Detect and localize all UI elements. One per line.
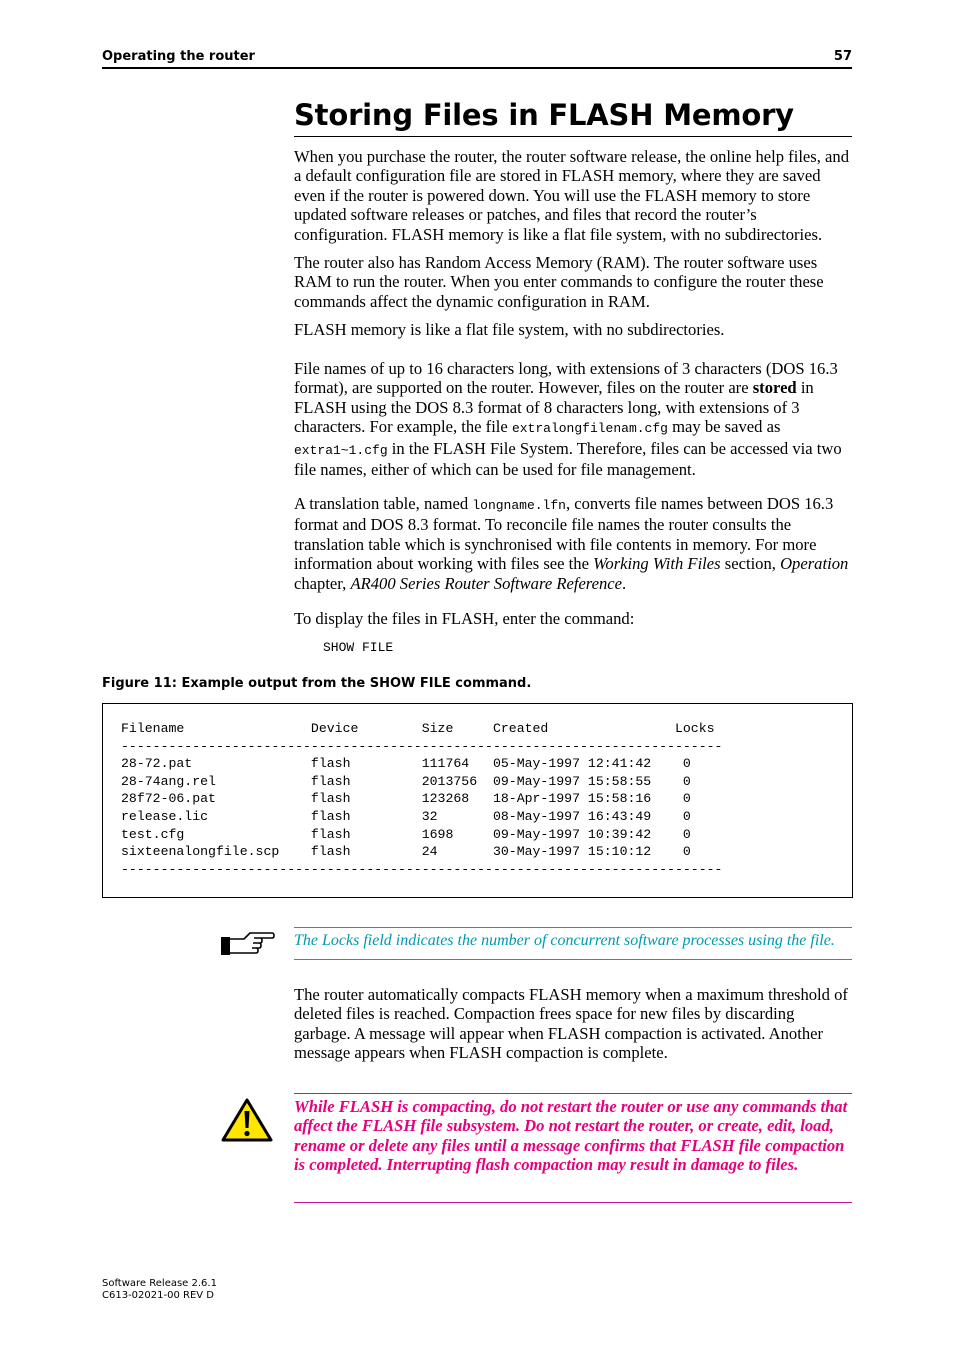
code-long-filename: extralongfilenam.cfg [511,421,668,437]
page-header [102,48,852,69]
pointing-hand-icon [220,929,276,957]
warning-text: While FLASH is compacting, do not restart the router or use any commands that affect the FLASH file subsystem. Do not restart the router, or create, edit, load, rename or delete any files until a message confirms that FLASH file compaction is completed. Interrupting flash compaction may result in damage to files. [294,1097,848,1175]
paragraph-flat-fs: FLASH memory is like a flat file system, with no subdirectories. [294,320,725,339]
ref-operation: Operation [780,554,849,574]
paragraph-display-files: To display the files in FLASH, enter the command: [294,609,635,628]
ref-software-reference: AR400 Series Router Software Reference [350,573,623,593]
warning-triangle-icon [221,1097,273,1143]
page-number: 57 [833,49,852,64]
paragraph-compaction: The router automatically compacts FLASH memory when a maximum threshold of deleted files is reached. Compaction frees space for new files by discarding garbage. A message will appear when FLASH compaction is activated. Another message appears when FLASH compaction is complete. [294,985,848,1063]
note-box [294,927,852,960]
bold-stored: stored [752,378,797,398]
page-title: Storing Files in FLASH Memory [294,96,852,137]
paragraph-translation-table: A translation table, named longname.lfn, converts file names between DOS 16.3 format and DOS 8.3 format. To reconcile file names the router consults the translation table which is synchronised with file contents in memory. For more information about working with files see the Working With Files section, Operation chapter, AR400 Series Router Software Reference. [294,494,849,593]
paragraph-file-names: File names of up to 16 characters long, with extensions of 3 characters (DOS 16.3 format), are supported on the router. However, files on the router are stored in FLASH using the DOS 8.3 format of 8 characters long, with extensions of 3 characters. For example, the file extralongfilenam.cfg may be saved as extra1~1.cfg in the FLASH File System. Therefore, files can be accessed via two file names, either of which can be used for file management. [294,359,842,480]
paragraph-ram: The router also has Random Access Memory (RAM). The router software uses RAM to run the router. When you enter commands to configure the router these commands affect the dynamic configuration in RAM. [294,253,824,311]
section-title: Operating the router [102,49,255,64]
footer-doc-id: C613-02021-00 REV D [102,1290,214,1301]
ref-working-with-files: Working With Files [593,554,721,574]
show-file-output: Filename Device Size Created Locks ---------------------------------------------------------------------------- 28-72.pat flash 111764 05-May-1997 12:41:42 0 28-74ang.rel flash 2013756 09-May-1997 15:58:55 0 28f72-06.pat flash 123268 18-Apr-1997 15:58:16 0 release.lic flash 32 08-May-1997 16:43:49 0 test.cfg flash 1698 09-May-1997 10:39:42 0 sixteenalongfile.scp flash 24 30-May-1997 15:10:12 0 ---------------------------------------------------------------------------- [121,721,723,877]
paragraph-intro: When you purchase the router, the router software release, the online help files, and a default configuration file are stored in FLASH memory, where they are saved even if the router is powered down. You will use the FLASH memory to store updated software releases or patches, and files that record the router’s configuration. FLASH memory is like a flat file system, with no subdirectories. [294,147,850,244]
command-show-file: SHOW FILE [323,640,394,655]
figure-caption: Figure 11: Example output from the SHOW FILE command. [102,676,532,691]
figure-output-box [102,703,853,898]
note-text: The Locks field indicates the number of concurrent software processes using the file. [294,932,835,949]
footer-release: Software Release 2.6.1 [102,1278,217,1289]
code-longname-lfn: longname.lfn [472,498,566,513]
page-footer [102,1278,217,1302]
warning-box [294,1093,852,1203]
code-short-filename: extra1~1.cfg [294,442,388,458]
